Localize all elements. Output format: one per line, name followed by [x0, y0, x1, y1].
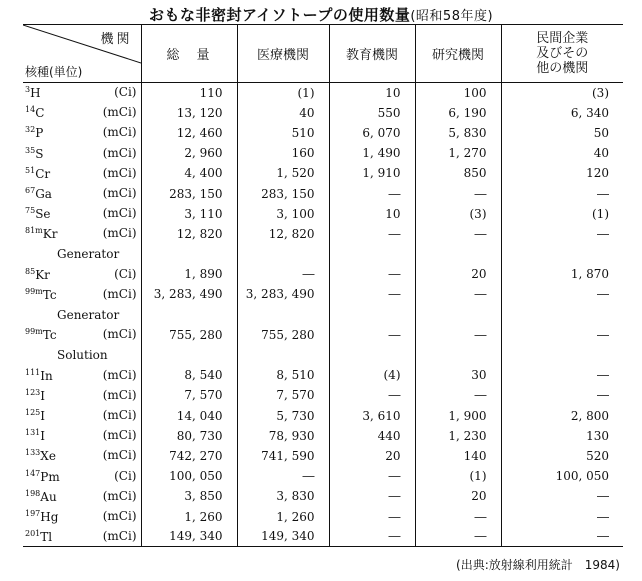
title-year: (昭和58年度) [410, 9, 494, 24]
value-cell-research: ― [415, 284, 501, 304]
nuclide-cell [23, 183, 141, 203]
column-header-private [501, 25, 623, 83]
value-cell-research: ― [415, 506, 501, 526]
value-cell-education: 20 [329, 446, 415, 466]
value-cell-research: ― [415, 325, 501, 345]
nuclide-symbol [25, 369, 53, 383]
value-cell-total: 14, 040 [141, 406, 237, 426]
value-cell-education: ― [329, 264, 415, 284]
element-symbol: I [40, 388, 46, 403]
value-cell-research: (3) [415, 204, 501, 224]
value-cell-private: 100, 050 [501, 466, 623, 486]
element-symbol: Ga [35, 187, 52, 202]
nuclide-symbol [25, 167, 50, 181]
value-cell-research: ― [415, 224, 501, 244]
nuclide-cell [23, 486, 141, 506]
mass-number: 198 [25, 488, 41, 498]
nuclide-sublabel-cell [23, 345, 141, 365]
empty-cell [237, 345, 329, 365]
value-cell-total: 80, 730 [141, 426, 237, 446]
header-row [23, 25, 623, 83]
element-symbol: Se [35, 207, 51, 222]
value-cell-research: 1, 270 [415, 143, 501, 163]
mass-number: 99m [25, 286, 43, 296]
table-row [23, 466, 623, 486]
element-symbol: Kr [35, 267, 50, 282]
mass-number: 111 [25, 367, 41, 377]
value-cell-education: 6, 070 [329, 123, 415, 143]
nuclide-symbol [25, 147, 43, 161]
value-cell-research: ― [415, 183, 501, 203]
value-cell-private: 130 [501, 426, 623, 446]
unit-label: (Ci) [114, 468, 137, 483]
value-cell-private: ― [501, 365, 623, 385]
value-cell-education: 3, 610 [329, 406, 415, 426]
unit-label: (mCi) [102, 509, 137, 524]
value-cell-education: 1, 910 [329, 163, 415, 183]
value-cell-medical: 160 [237, 143, 329, 163]
value-cell-private: (3) [501, 83, 623, 103]
value-cell-medical: 78, 930 [237, 426, 329, 446]
value-cell-research: ― [415, 527, 501, 547]
unit-label: (mCi) [102, 286, 137, 301]
empty-cell [237, 244, 329, 264]
value-cell-total: 3, 850 [141, 486, 237, 506]
mass-number: 123 [25, 387, 41, 397]
value-cell-education: 550 [329, 103, 415, 123]
value-cell-private: ― [501, 385, 623, 405]
table-row [23, 365, 623, 385]
nuclide-cell [23, 123, 141, 143]
table-row [23, 446, 623, 466]
value-cell-medical: ― [237, 466, 329, 486]
value-cell-total: 13, 120 [141, 103, 237, 123]
table-row [23, 83, 623, 103]
element-symbol: In [40, 368, 53, 383]
nuclide-symbol [25, 490, 57, 504]
unit-label: (Ci) [114, 85, 137, 100]
nuclide-cell [23, 204, 141, 224]
table-row [23, 103, 623, 123]
value-cell-private: ― [501, 527, 623, 547]
mass-number: 35 [25, 145, 36, 155]
value-cell-total: 742, 270 [141, 446, 237, 466]
value-cell-private: ― [501, 183, 623, 203]
unit-label: (mCi) [102, 186, 137, 201]
value-cell-private: 1, 870 [501, 264, 623, 284]
value-cell-private: 40 [501, 143, 623, 163]
mass-number: 81m [25, 226, 43, 236]
corner-label-nuclide: 核種(単位) [25, 65, 83, 79]
value-cell-research: 20 [415, 486, 501, 506]
table-row [23, 204, 623, 224]
empty-cell [329, 244, 415, 264]
unit-label: (mCi) [102, 448, 137, 463]
element-symbol: Xe [40, 449, 56, 464]
isotope-usage-table [23, 24, 623, 547]
table-row [23, 163, 623, 183]
nuclide-symbol [25, 207, 51, 221]
table-row [23, 264, 623, 284]
mass-number: 131 [25, 428, 41, 438]
element-symbol: Kr [42, 227, 58, 242]
value-cell-total: 8, 540 [141, 365, 237, 385]
value-cell-education: ― [329, 527, 415, 547]
nuclide-symbol [25, 126, 43, 140]
element-symbol: C [35, 106, 45, 121]
value-cell-medical: 40 [237, 103, 329, 123]
value-cell-education: ― [329, 224, 415, 244]
empty-cell [141, 345, 237, 365]
mass-number: 32 [25, 125, 36, 135]
nuclide-symbol [25, 470, 60, 484]
unit-label: (mCi) [102, 428, 137, 443]
table-row [23, 426, 623, 446]
nuclide-sublabel: Solution [57, 348, 108, 363]
nuclide-cell [23, 83, 141, 103]
value-cell-medical: ― [237, 264, 329, 284]
nuclide-symbol [25, 409, 45, 423]
empty-cell [141, 244, 237, 264]
value-cell-education: ― [329, 506, 415, 526]
unit-label: (mCi) [102, 125, 137, 140]
value-cell-private: 50 [501, 123, 623, 143]
value-cell-medical: 8, 510 [237, 365, 329, 385]
table-row [23, 143, 623, 163]
element-symbol: S [35, 146, 44, 161]
value-cell-total: 149, 340 [141, 527, 237, 547]
unit-label: (mCi) [102, 528, 137, 543]
table-body [23, 83, 623, 547]
value-cell-medical: 12, 820 [237, 224, 329, 244]
table-row [23, 486, 623, 506]
unit-label: (mCi) [102, 367, 137, 382]
value-cell-medical: 7, 570 [237, 385, 329, 405]
value-cell-research: 6, 190 [415, 103, 501, 123]
value-cell-education: 1, 490 [329, 143, 415, 163]
table-subrow [23, 305, 623, 325]
nuclide-cell [23, 163, 141, 183]
empty-cell [501, 305, 623, 325]
nuclide-cell [23, 385, 141, 405]
mass-number: 197 [25, 509, 41, 519]
value-cell-medical: 3, 830 [237, 486, 329, 506]
element-symbol: Cr [35, 166, 51, 181]
value-cell-private: ― [501, 284, 623, 304]
mass-number: 3 [25, 85, 31, 95]
nuclide-symbol [25, 227, 57, 241]
nuclide-cell [23, 284, 141, 304]
element-symbol: Tl [40, 529, 53, 544]
value-cell-research: 30 [415, 365, 501, 385]
unit-label: (mCi) [102, 145, 137, 160]
value-cell-private: 6, 340 [501, 103, 623, 123]
mass-number: 51 [25, 165, 36, 175]
unit-label: (mCi) [102, 226, 137, 241]
nuclide-sublabel: Generator [57, 247, 120, 262]
table-row [23, 284, 623, 304]
value-cell-research: 1, 230 [415, 426, 501, 446]
mass-number: 125 [25, 408, 41, 418]
value-cell-medical: 741, 590 [237, 446, 329, 466]
table-row [23, 123, 623, 143]
nuclide-cell [23, 466, 141, 486]
column-header-total: 総 量 [141, 25, 237, 83]
nuclide-symbol [25, 187, 52, 201]
value-cell-private: ― [501, 325, 623, 345]
value-cell-total: 12, 820 [141, 224, 237, 244]
value-cell-research: 850 [415, 163, 501, 183]
value-cell-private: ― [501, 486, 623, 506]
element-symbol: Hg [40, 510, 59, 525]
mass-number: 201 [25, 528, 41, 538]
element-symbol: H [30, 86, 41, 101]
value-cell-medical: 755, 280 [237, 325, 329, 345]
empty-cell [415, 244, 501, 264]
empty-cell [415, 345, 501, 365]
mass-number: 147 [25, 468, 41, 478]
element-symbol: Tc [42, 287, 57, 302]
nuclide-sublabel: Generator [57, 307, 120, 322]
element-symbol: P [35, 126, 44, 141]
value-cell-education: ― [329, 325, 415, 345]
nuclide-cell [23, 446, 141, 466]
nuclide-symbol [25, 510, 58, 524]
nuclide-cell [23, 224, 141, 244]
table-row [23, 506, 623, 526]
value-cell-medical: 1, 260 [237, 506, 329, 526]
nuclide-cell [23, 325, 141, 345]
value-cell-medical: 149, 340 [237, 527, 329, 547]
value-cell-research: 5, 830 [415, 123, 501, 143]
nuclide-symbol [25, 106, 44, 120]
table-subrow [23, 345, 623, 365]
table-row [23, 527, 623, 547]
mass-number: 75 [25, 206, 36, 216]
nuclide-symbol [25, 389, 45, 403]
unit-label: (mCi) [102, 105, 137, 120]
column-header-private-line: 民間企業 [536, 31, 589, 46]
unit-label: (mCi) [102, 488, 137, 503]
value-cell-research: 100 [415, 83, 501, 103]
element-symbol: Tc [42, 328, 57, 343]
table-row [23, 406, 623, 426]
nuclide-cell [23, 506, 141, 526]
value-cell-private: 2, 800 [501, 406, 623, 426]
empty-cell [329, 345, 415, 365]
value-cell-total: 1, 260 [141, 506, 237, 526]
unit-label: (mCi) [102, 327, 137, 342]
nuclide-cell [23, 527, 141, 547]
table-subrow [23, 244, 623, 264]
value-cell-education: ― [329, 466, 415, 486]
value-cell-total: 12, 460 [141, 123, 237, 143]
value-cell-total: 2, 960 [141, 143, 237, 163]
value-cell-medical: 283, 150 [237, 183, 329, 203]
table-row [23, 224, 623, 244]
table-row [23, 325, 623, 345]
empty-cell [141, 305, 237, 325]
value-cell-medical: 510 [237, 123, 329, 143]
value-cell-total: 100, 050 [141, 466, 237, 486]
empty-cell [501, 345, 623, 365]
value-cell-education: 10 [329, 83, 415, 103]
mass-number: 14 [25, 105, 36, 115]
mass-number: 99m [25, 327, 43, 337]
empty-cell [329, 305, 415, 325]
nuclide-cell [23, 264, 141, 284]
value-cell-total: 110 [141, 83, 237, 103]
nuclide-sublabel-cell [23, 244, 141, 264]
unit-label: (mCi) [102, 206, 137, 221]
nuclide-symbol [25, 288, 57, 302]
empty-cell [501, 244, 623, 264]
column-header-research: 研究機関 [415, 25, 501, 83]
mass-number: 133 [25, 448, 41, 458]
value-cell-education: 10 [329, 204, 415, 224]
value-cell-research: ― [415, 385, 501, 405]
value-cell-total: 4, 400 [141, 163, 237, 183]
value-cell-total: 755, 280 [141, 325, 237, 345]
value-cell-education: ― [329, 486, 415, 506]
value-cell-private: ― [501, 224, 623, 244]
nuclide-symbol [25, 328, 57, 342]
empty-cell [415, 305, 501, 325]
table-row [23, 183, 623, 203]
value-cell-private: 520 [501, 446, 623, 466]
value-cell-education: ― [329, 183, 415, 203]
column-header-education: 教育機関 [329, 25, 415, 83]
column-header-medical: 医療機関 [237, 25, 329, 83]
title-text: おもな非密封アイソトープの使用数量 [148, 6, 411, 24]
column-header-private-line: 他の機関 [536, 61, 589, 76]
value-cell-medical: (1) [237, 83, 329, 103]
nuclide-cell [23, 365, 141, 385]
column-header-private-line: 及びその [536, 46, 589, 61]
corner-header-cell [23, 25, 141, 83]
value-cell-total: 1, 890 [141, 264, 237, 284]
value-cell-education: 440 [329, 426, 415, 446]
mass-number: 85 [25, 266, 36, 276]
value-cell-total: 3, 110 [141, 204, 237, 224]
element-symbol: Au [40, 489, 57, 504]
value-cell-private: (1) [501, 204, 623, 224]
value-cell-medical: 5, 730 [237, 406, 329, 426]
unit-label: (mCi) [102, 165, 137, 180]
nuclide-symbol [25, 429, 45, 443]
nuclide-symbol [25, 268, 50, 282]
value-cell-education: ― [329, 284, 415, 304]
element-symbol: I [40, 429, 46, 444]
unit-label: (mCi) [102, 408, 137, 423]
nuclide-sublabel-cell [23, 305, 141, 325]
nuclide-symbol [25, 530, 52, 544]
value-cell-education: (4) [329, 365, 415, 385]
source-citation: (出典:放射線利用統計 1984) [456, 558, 620, 572]
value-cell-total: 283, 150 [141, 183, 237, 203]
unit-label: (mCi) [102, 387, 137, 402]
table-row [23, 385, 623, 405]
value-cell-total: 3, 283, 490 [141, 284, 237, 304]
nuclide-cell [23, 103, 141, 123]
nuclide-cell [23, 406, 141, 426]
nuclide-symbol [25, 449, 56, 463]
table-title [0, 4, 642, 25]
value-cell-research: 140 [415, 446, 501, 466]
value-cell-research: 1, 900 [415, 406, 501, 426]
mass-number: 67 [25, 186, 36, 196]
element-symbol: Pm [40, 469, 60, 484]
value-cell-education: ― [329, 385, 415, 405]
corner-label-institution: 機関 [100, 32, 133, 47]
value-cell-research: (1) [415, 466, 501, 486]
nuclide-cell [23, 426, 141, 446]
nuclide-symbol [25, 86, 41, 100]
value-cell-medical: 1, 520 [237, 163, 329, 183]
value-cell-total: 7, 570 [141, 385, 237, 405]
unit-label: (Ci) [114, 266, 137, 281]
element-symbol: I [40, 409, 46, 424]
value-cell-medical: 3, 283, 490 [237, 284, 329, 304]
empty-cell [237, 305, 329, 325]
value-cell-private: 120 [501, 163, 623, 183]
value-cell-research: 20 [415, 264, 501, 284]
nuclide-cell [23, 143, 141, 163]
value-cell-medical: 3, 100 [237, 204, 329, 224]
value-cell-private: ― [501, 506, 623, 526]
